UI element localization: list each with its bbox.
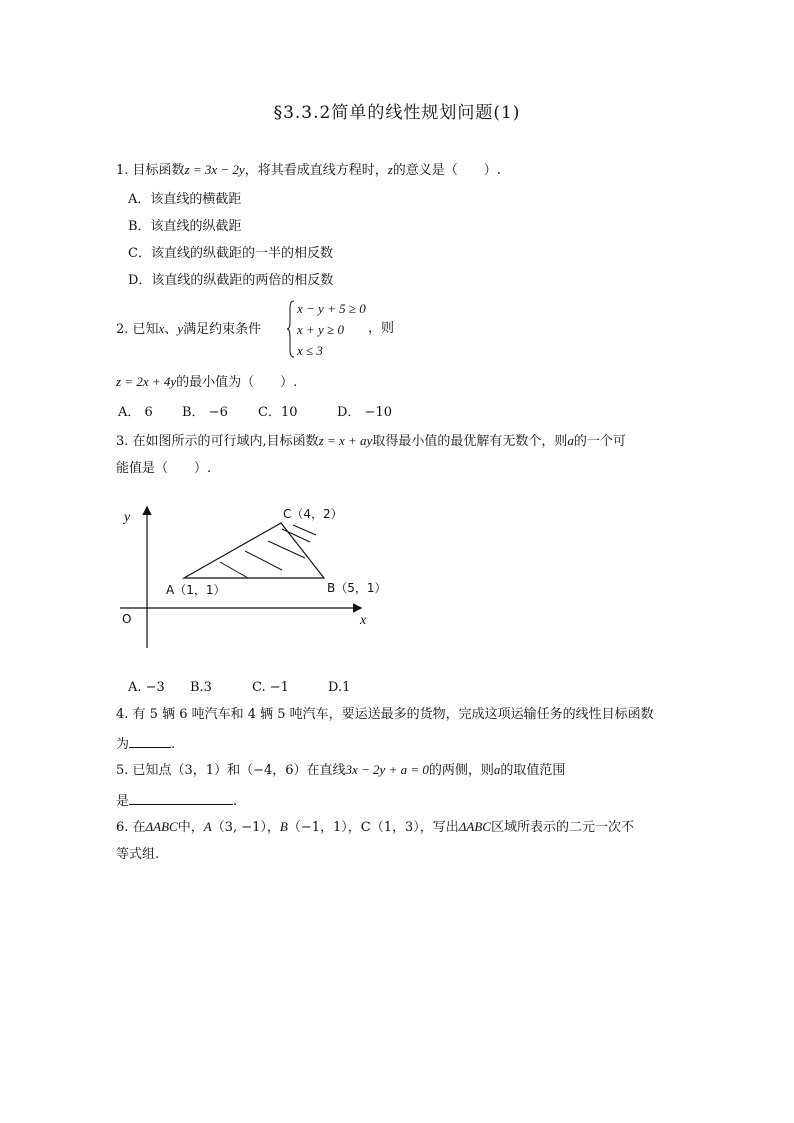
question-1 [116, 161, 501, 180]
question-5-expression: 3x − 2y + a = 0 [345, 762, 429, 777]
x-axis-label: x [360, 613, 367, 628]
question-4-line-2-text: 为 [116, 737, 130, 752]
question-6-middle: 中， [177, 820, 204, 835]
question-2-line-2-tail: 的最小值为（ ）. [176, 375, 298, 390]
question-2-objective: z = 2x + 4y [116, 374, 177, 389]
question-4-end: . [171, 737, 176, 752]
question-2 [116, 320, 261, 339]
question-6-point-b-coord: （−1，1），C（1，3），写出 [287, 820, 459, 835]
question-2-line-2 [116, 373, 297, 392]
question-5-line-2 [116, 790, 237, 811]
question-3-middle: 取得最小值的最优解有无数个，则 [372, 434, 568, 449]
question-6 [116, 818, 634, 837]
constraint-2: x + y ≥ 0 [297, 322, 344, 337]
question-2-option-a: A． 6 [118, 405, 153, 420]
question-2-option-d: D． −10 [337, 405, 392, 420]
point-b-label: B（5，1） [327, 581, 387, 595]
question-5-line-2-text: 是 [116, 794, 130, 809]
question-3-lead: 3. 在如图所示的可行域内,目标函数 [116, 434, 319, 449]
question-4: 4. 有 5 辆 6 吨汽车和 4 辆 5 吨汽车，要运送最多的货物，完成这项运输任务的线性目标函数 [116, 707, 654, 722]
question-3-option-a: A. −3 [128, 680, 165, 695]
question-2-option-c: C．10 [258, 405, 298, 420]
question-1-expression: z = 3x − 2y [184, 162, 245, 177]
question-6-point-a: A [203, 819, 212, 834]
feasible-region-svg [110, 498, 410, 658]
constraint-1: x − y + 5 ≥ 0 [297, 301, 366, 316]
question-2-then: ，则 [368, 321, 395, 336]
question-5-tail: 的取值范围 [500, 763, 566, 778]
question-5-answer-blank[interactable] [129, 790, 233, 805]
question-1-option-a: A．该直线的横截距 [128, 192, 242, 207]
question-3-line-2: 能值是（ ）. [116, 461, 212, 476]
feasible-region-figure [110, 498, 410, 658]
question-6-tail: 区域所表示的二元一次不 [490, 820, 634, 835]
question-1-variable: z [387, 162, 393, 177]
question-3-option-c: C. −1 [252, 680, 289, 695]
question-1-option-c: C．该直线的纵截距的一半的相反数 [128, 246, 333, 261]
question-1-option-b: B．该直线的纵截距 [128, 219, 242, 234]
y-axis-label: y [124, 510, 131, 525]
question-2-lead: 2. 已知 [116, 322, 159, 337]
question-3-expression: z = x + ay [318, 433, 373, 448]
point-c-label: C（4，2） [283, 507, 343, 521]
question-5 [116, 761, 565, 780]
hatch-lines [220, 525, 316, 578]
question-2-x: x [158, 321, 165, 336]
question-3-option-b: B.3 [190, 680, 212, 695]
question-5-middle: 的两侧，则 [428, 763, 494, 778]
question-6-triangle: ΔABC [145, 819, 178, 834]
origin-label: O [122, 612, 132, 626]
question-3-variable: a [567, 433, 574, 448]
feasible-triangle [184, 523, 324, 578]
question-6-line-2: 等式组. [116, 847, 160, 862]
constraint-brace [287, 300, 295, 358]
question-3-tail: 的一个可 [573, 434, 626, 449]
question-6-lead: 6. 在 [116, 820, 146, 835]
page-title: §3.3.2简单的线性规划问题(1) [273, 103, 521, 123]
question-2-tail: 满足约束条件 [183, 322, 262, 337]
question-4-line-2 [116, 733, 175, 754]
question-3 [116, 432, 626, 451]
question-5-variable: a [493, 762, 501, 777]
question-2-separator: 、 [164, 322, 178, 337]
question-3-option-d: D.1 [328, 680, 351, 695]
question-6-point-a-coord: （3, −1）， [211, 820, 280, 835]
question-2-y: y [177, 321, 184, 336]
point-a-label: A（1，1） [166, 583, 226, 597]
question-2-option-b: B． −6 [182, 405, 228, 420]
question-6-point-b: B [279, 819, 288, 834]
question-1-lead: 1. 目标函数 [116, 163, 185, 178]
question-1-option-d: D．该直线的纵截距的两倍的相反数 [128, 273, 334, 288]
question-1-tail: 的意义是（ ）. [392, 163, 501, 178]
question-5-end: . [233, 794, 238, 809]
constraint-3: x ≤ 3 [297, 343, 323, 358]
question-5-lead: 5. 已知点（3，1）和（−4，6）在直线 [116, 763, 346, 778]
question-4-answer-blank[interactable] [129, 733, 171, 748]
question-6-triangle-2: ΔABC [458, 819, 491, 834]
question-1-middle: ，将其看成直线方程时， [244, 163, 388, 178]
